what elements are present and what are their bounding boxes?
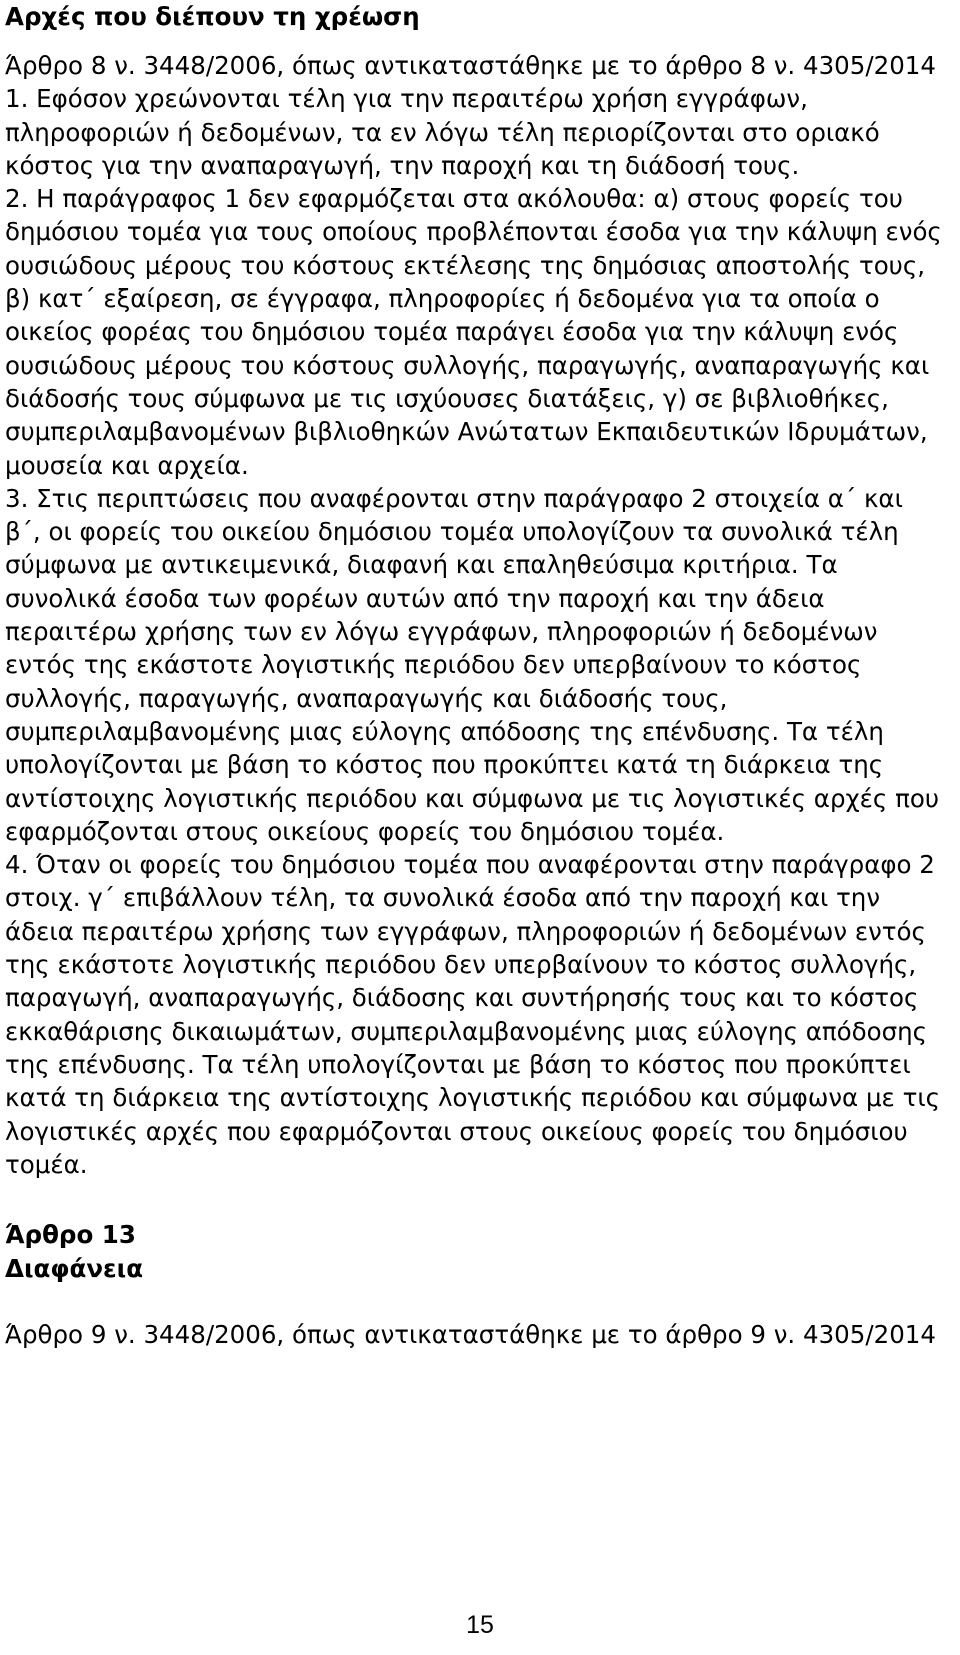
source-reference: Άρθρο 8 ν. 3448/2006, όπως αντικαταστάθηκε με το άρθρο 8 ν. 4305/2014 — [5, 51, 936, 80]
paragraph-4: 4. Όταν οι φορείς του δημόσιου τομέα που αναφέρονται στην παράγραφο 2 στοιχ. γ΄ επιβάλλουν τέλη, τα συνολικά έσοδα από την παροχή και την άδεια περαιτέρω χρήσης των εγγράφων, πληροφοριών ή δεδομένων εντός της εκάστοτε λογιστικής περιόδου δεν υπερβαίνουν το κόστος συλλογής, παραγωγή, αναπαραγωγής, διάδοσης και συντήρησής τους και το κόστος εκκαθάρισης δικαιωμάτων, συμπεριλαμβανομένης μιας εύλογης απόδοσης της επένδυσης. Τα τέλη υπολογίζονται με βάση το κόστος που προκύπτει κατά τη διάρκεια της αντίστοιχης λογιστικής περιόδου και σύμφωνα με τις λογιστικές αρχές που εφαρμόζονται στους οικείους φορείς του δημόσιου τομέα. — [5, 850, 941, 1179]
section-title: Αρχές που διέπουν τη χρέωση — [5, 2, 420, 31]
spacer — [5, 34, 945, 49]
article-number: Άρθρο 13 — [5, 1220, 136, 1250]
spacer — [5, 1286, 945, 1318]
document-page — [5, 0, 945, 1351]
page-number: 15 — [466, 1611, 494, 1639]
paragraph-3: 3. Στις περιπτώσεις που αναφέρονται στην παράγραφο 2 στοιχεία α΄ και β΄, οι φορείς του οικείου δημόσιου τομέα υπολογίζουν τα συνολικά τέλη σύμφωνα με αντικειμενικά, διαφανή και επαληθεύσιμα κριτήρια. Τα συνολικά έσοδα των φορέων αυτών από την παροχή και την άδεια περαιτέρω χρήσης των εν λόγω εγγράφων, πληροφοριών ή δεδομένων εντός της εκάστοτε λογιστικής περιόδου δεν υπερβαίνουν το κόστος συλλογής, παραγωγής, αναπαραγωγής και διάδοσής τους, συμπεριλαμβανομένης μιας εύλογης απόδοσης της επένδυσης. Τα τέλη υπολογίζονται με βάση το κόστος που προκύπτει κατά τη διάρκεια της αντίστοιχης λογιστικής περιόδου και σύμφωνα με τις λογιστικές αρχές που εφαρμόζονται στους οικείους φορείς του δημόσιου τομέα. — [5, 483, 939, 846]
source-reference: Άρθρο 9 ν. 3448/2006, όπως αντικαταστάθηκε με το άρθρο 9 ν. 4305/2014 — [5, 1320, 936, 1350]
article-title: Διαφάνεια — [5, 1254, 144, 1284]
paragraph-2: 2. Η παράγραφος 1 δεν εφαρμόζεται στα ακόλουθα: α) στους φορείς του δημόσιου τομέα για τους οποίους προβλέπονται έσοδα για την κάλυψη ενός ουσιώδους μέρους του κόστους εκτέλεσης της δημόσιας αποστολής τους, β) κατ΄ εξαίρεση, σε έγγραφα, πληροφορίες ή δεδομένα για τα οποία ο οικείος φορέας του δημόσιου τομέα παράγει έσοδα για την κάλυψη ενός ουσιώδους μέρους του κόστους συλλογής, παραγωγής, αναπαραγωγής και διάδοσής τους σύμφωνα με τις ισχύουσες διατάξεις, γ) σε βιβλιοθήκες, συμπεριλαμβανομένων βιβλιοθηκών Ανώτατων Εκπαιδευτικών Ιδρυμάτων, μουσεία και αρχεία. — [5, 184, 942, 480]
spacer — [5, 1181, 945, 1218]
paragraph-1: 1. Εφόσον χρεώνονται τέλη για την περαιτέρω χρήση εγγράφων, πληροφοριών ή δεδομένων, τα εν λόγω τέλη περιορίζονται στο οριακό κόστος για την αναπαραγωγή, την παροχή και τη διάδοσή τους. — [5, 84, 880, 180]
